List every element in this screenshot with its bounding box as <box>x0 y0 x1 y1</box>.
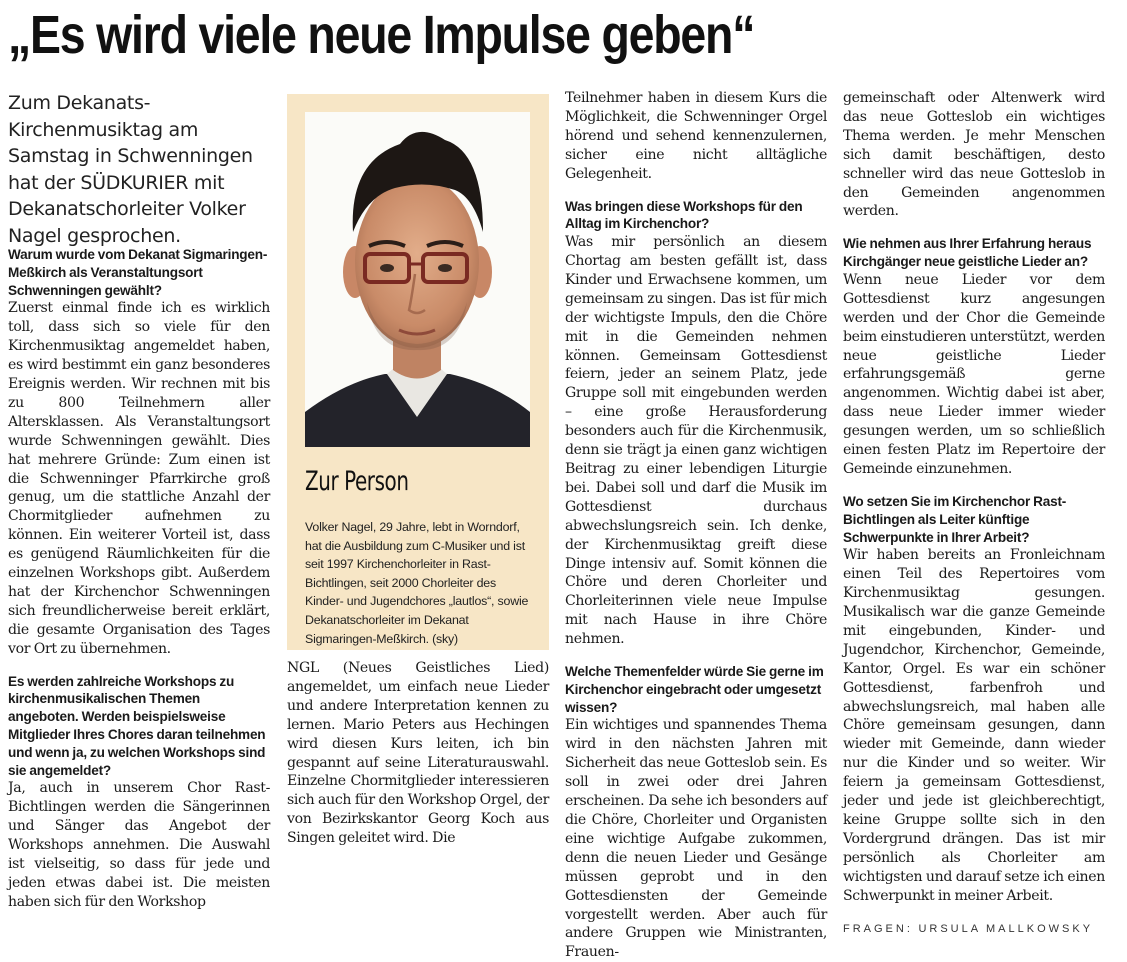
article-intro: Zum Dekanats-Kirchenmusiktag am Samstag in Schwenningen hat der SÜDKURIER mit Dekanatschorleiter Volker Nagel gesprochen. <box>8 92 253 247</box>
question-1: Warum wurde vom Dekanat Sigmaringen-Meßkirch als Veranstaltungsort Schwenningen gewählt? <box>8 247 268 298</box>
author-byline: FRAGEN: URSULA MALLKOWSKY <box>843 922 1094 935</box>
column-1 <box>8 246 270 912</box>
question-4: Welche Themenfelder würde Sie gerne im Kirchenchor eingebracht oder umgesetzt wissen? <box>565 664 824 715</box>
article-headline: „Es wird viele neue Impulse geben“ <box>8 5 755 65</box>
answer-2-end: Teilnehmer haben in diesem Kurs die Möglichkeit, die Schwenninger Orgel hörend und sehend kennenzulernen, sicher eine nicht alltägliche Gelegenheit. <box>565 90 827 182</box>
answer-3: Was mir persönlich an diesem Chortag am besten gefällt ist, dass Kinder und Erwachsene kommen, um gemeinsam zu singen. Das ist für mich der wichtigste Impuls, den die Chöre mit in die Gemeinden nehmen können. Gemeinsam Gottesdienst feiern, jeder an seinem Platz, jede Gruppe soll mit eingebunden werden – eine große Herausforderung besonders auch für die Kirchenmusik, denn sie trägt ja einen ganz wichtigen Beitrag zu einer lebendigen Liturgie bei. Dabei soll und darf die Musik im Gottesdienst durchaus abwechslungsreich sein. Ich denke, der Kirchenmusiktag greift diese Dinge intensiv auf. Somit können die Chöre und deren Chorleiter und Chorleiterinnen viele neue Impulse mit nach Hause in ihre Chöre nehmen. <box>565 234 827 648</box>
person-info-box <box>287 94 549 650</box>
question-2: Es werden zahlreiche Workshops zu kirchenmusikalischen Themen angeboten. Werden beispielsweise Mitglieder Ihres Chores daran teilnehmen und wenn ja, zu welchen Workshops sind sie angemeldet? <box>8 673 266 778</box>
column-4 <box>843 89 1105 938</box>
answer-4: Ein wichtiges und spannendes Thema wird in den nächsten Jahren mit Sicherheit das neue Gotteslob sein. Es soll in zwei oder drei Jahren erscheinen. Da sehe ich besonders auf die Chöre, Chorleiter und Organisten eine wichtige Aufgabe zukommen, denn die neuen Lieder und Gesänge müssen geprobt und in den Gottesdiensten der Gemeinde vorgestellt werden. Aber auch für andere Gruppen wie Ministranten, Frauen- <box>565 717 827 961</box>
question-6: Wo setzen Sie im Kirchenchor Rast-Bichtlingen als Leiter künftige Schwerpunkte in Ihrer Arbeit? <box>843 493 1067 545</box>
answer-6: Wir haben bereits an Fronleichnam einen Teil des Repertoires vom Kirchenmusiktag gesungen. Musikalisch war die ganze Gemeinde mit eingebunden, Kinder- und Jugendchor, Kirchenchor, Gemeinde, Kantor, Orgel. Es war ein schöner Gottesdienst, farbenfroh und abwechslungsreich, mal haben alle Chöre gemeinsam gesungen, dann wieder mit Gemeinde, dann wieder nur die Kinder und so weiter. Wir feiern ja gemeinsam Gottesdienst, jeder und jede ist gleichberechtigt, keine Gruppe sollte sich in den Vordergrund drängen. Das ist mir persönlich als Chorleiter am wichtigsten und darauf setze ich einen Schwerpunkt in meiner Arbeit. <box>843 547 1105 904</box>
column-3 <box>565 89 827 962</box>
column-2-continued <box>287 659 549 848</box>
question-5: Wie nehmen aus Ihrer Erfahrung heraus Kirchgänger neue geistliche Lieder an? <box>843 236 1092 270</box>
portrait-illustration <box>305 112 530 447</box>
answer-5: Wenn neue Lieder vor dem Gottesdienst kurz angesungen werden und der Chor die Gemeinde beim einstudieren unterstützt, werden neue geistliche Lieder erfahrungsgemäß gerne angenommen. Wichtig dabei ist aber, dass neue Lieder immer wieder gesungen werden, um so schließlich einen festen Platz im Repertoire der Gemeinde einzunehmen. <box>843 271 1105 477</box>
box-text: Volker Nagel, 29 Jahre, lebt in Worndorf, hat die Ausbildung zum C-Musiker und ist seit 1997 Kirchenchorleiter in Rast-Bichtlingen, seit 2000 Chorleiter des Kinder- und Jugendchores „lautlos“, sowie Dekanatschorleiter im Dekanat Sigmaringen-Meßkirch. (sky) <box>305 520 529 646</box>
portrait-photo <box>305 112 530 447</box>
answer-2: Ja, auch in unserem Chor Rast-Bichtlingen werden die Sängerinnen und Sänger das Angebot der Workshops annehmen. Die Auswahl ist vielseitig, so dass für jede und jeden etwas dabei ist. Die meisten haben sich für den Workshop <box>8 780 270 910</box>
question-3: Was bringen diese Workshops für den Alltag im Kirchenchor? <box>565 198 803 232</box>
answer-1: Zuerst einmal finde ich es wirklich toll, dass sich so viele für den Kirchenmusiktag angemeldet haben, es wird bestimmt ein ganz besonderes Ereignis werden. Wir rechnen mit bis zu 800 Teilnehmern aller Altersklassen. Als Veranstaltungsort wurde Schwenningen gewählt. Dies hat mehrere Gründe: Zum einen ist die Schwenninger Pfarrkirche groß genug, um die stattliche Anzahl der Chormitglieder aufnehmen zu können. Ein weiterer Vorteil ist, dass es genügend Räumlichkeiten für die einzelnen Workshops gibt. Außerdem hat der Kirchenchor Schwenningen sich freundlicherweise bereit erklärt, die gesamte Organisation des Tages vor Ort zu übernehmen. <box>8 300 270 657</box>
answer-4-end: gemeinschaft oder Altenwerk wird das neue Gotteslob ein wichtiges Thema werden. Je mehr Menschen sich damit beschäftigen, desto schneller wird das neue Gotteslob in den Gemeinden angenommen werden. <box>843 90 1105 220</box>
box-title: Zur Person <box>305 466 409 497</box>
answer-2-continued: NGL (Neues Geistliches Lied) angemeldet, um einfach neue Lieder und andere Interpretation kennen zu lernen. Mario Peters aus Hechingen wird diesen Kurs leiten, ich bin gespannt auf seine Literaturauswahl. Einzelne Chormitglieder interessieren sich auch für den Workshop Orgel, der von Bezirkskantor Georg Koch aus Singen geleitet wird. Die <box>287 660 549 847</box>
